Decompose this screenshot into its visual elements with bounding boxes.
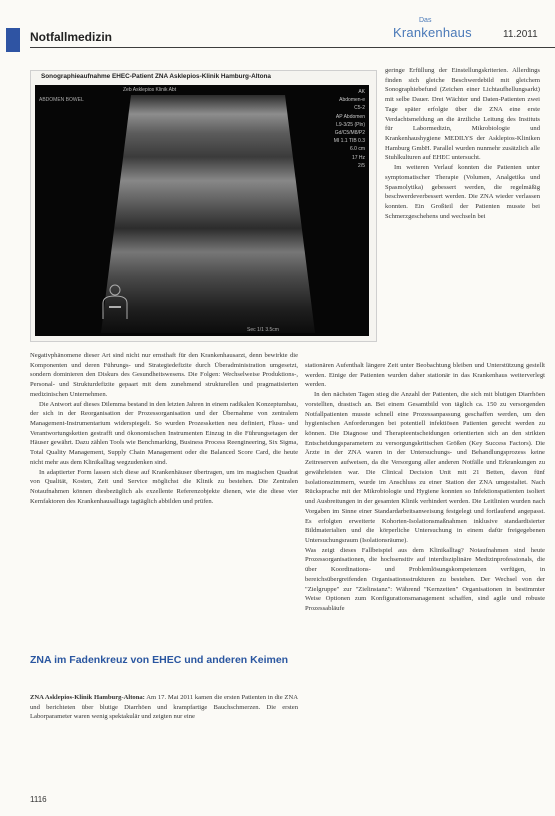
paragraph <box>30 693 298 722</box>
ultrasound-param: 2/5 <box>358 162 365 169</box>
paragraph: In adaptierter Form lassen sich diese auf Krankenhäuser übertragen, um im magischen Quadrat von Qualität, Kosten, Zeit und Service möglichst die Klinik zu bestehen. Die Zentralen Notaufnahmen können diesbezüglich als exzellente Referenzobjekte dienen, wie die diese vier Kernfaktoren des Krankenhausalltags tagtäglich abbilden und prüfen. <box>30 468 298 505</box>
ultrasound-param: AK <box>358 89 365 95</box>
ultrasound-preset-text: ABDOMEN BOWEL <box>39 97 84 103</box>
issue-number: 11.2011 <box>503 29 538 40</box>
ultrasound-scan-area <box>101 95 315 333</box>
ultrasound-param: C5-2 <box>354 105 365 112</box>
ultrasound-header-text: Zeb Asklepios Klinik Abt <box>123 87 177 93</box>
header-rule <box>30 47 555 48</box>
section-heading: ZNA im Fadenkreuz von EHEC und anderen Keimen <box>30 654 289 666</box>
ultrasound-param: MI 1.1 TIB 0.3 <box>333 138 365 145</box>
ultrasound-figure <box>30 70 377 342</box>
ultrasound-image <box>35 85 369 336</box>
ultrasound-param: L9-3/25 (Pln) <box>336 121 365 128</box>
body-marker-icon <box>97 283 133 321</box>
ultrasound-param: 6.0 cm <box>349 146 365 153</box>
section-label: Notfallmedizin <box>30 30 113 44</box>
text-column-left <box>30 351 298 507</box>
paragraph: geringe Erfüllung der Einstellungskriterien. Allerdings finden sich gleiche Beschwerdebild mit gleichem Sonographiebefund (Zeichen einer Lichtaufhellungsarkt) mit selbe Dauer. Drei Wächter und Daten-Patienten zwei Tage später erfolgte über die ZNA eine erste Verdachtsmeldung an die ärztliche Leitung des Instituts für Labormedizin, Mikrobiologie und Krankenhaushygiene MEDILYS der Asklepios-Kliniken Hamburg GmbH. Parallel wurden nunmehr zusätzlich alle Stuhlkulturen auf EHEC untersucht. <box>385 67 540 162</box>
ultrasound-param: Gd/C5/M8/P2 <box>334 130 365 137</box>
lead-in: ZNA Asklepios-Klinik Hamburg-Altona: <box>30 694 145 701</box>
journal-logo <box>393 17 553 47</box>
page-number: 1116 <box>30 795 47 804</box>
paragraph: In den nächsten Tagen stieg die Anzahl der Patienten, die sich mit blutigen Diarrhöen vorstellten, drastisch an. Bei einem Gesamtbild von täglich ca. 150 zu versorgenden Notfallpatienten musste schnell eine Prozessanpassung geschaffen werden, um den hygienischen Anforderungen bei potentiell infektiösen Patienten gerecht werden zu können. Die Diagnose und Therapieentscheidungen orientierten sich an den strikten Entscheidungsparametern zu versorgungskritischen Größen (Key Success Factors). Die Ärzte in der ZNA waren in der Untersuchungs- und Behandlungsprozess keine Zeitreserven aufweisen, da die Versorgung aller anderen Notfälle und Erkrankungen zu gewährleisten war. Die Clinical Decision Unit mit 21 Betten, davon fünf Isolationszimmern, wurde im Anschluss zu einer Station der ZNA umgestaltet. Nach Rücksprache mit der Mikrobiologie und Hygiene konnten so Infektionspatienten isoliert und Ausbreitungen in der gesamten Klinik verhindert werden. Die Leitlinien wurden nach Vorgaben im Sinne einer Standardarbeitsanweisung festgelegt und fortlaufend angepasst. Es erfolgten erweiterte Kohorten-Isolationsmaßnahmen inklusive standardisierter Bildmaterialien und die körperliche Untersuchung in einem dafür freigegebenen Untersuchungsraum (Isolationsräume). <box>305 391 545 544</box>
ultrasound-parameters <box>313 88 365 170</box>
logo-name: Krankenhaus <box>393 25 472 40</box>
ultrasound-param: Abdomen-e <box>339 97 365 104</box>
ultrasound-param: 17 Hz <box>351 154 365 161</box>
ultrasound-param: AP Abdomen <box>335 113 365 120</box>
paragraph: Negativphänomene dieser Art sind nicht nur ernsthaft für den Krankenhausarzt, denn bewirkte die Komponenten und deren Führungs- und Strategiedefizite durch Überadministration umgesetzt, sondern dominieren den Diskurs des Gesundheitswesens. Die Folgen: Wechselweise Produktions-, Personal- und Strukturdefizite gepaart mit dem zunehmend strukturellen und pragmatisierten medizinischen Unternehmen. <box>30 352 298 398</box>
text-column-right-top <box>385 66 540 222</box>
paragraph: stationären Aufenthalt längere Zeit unter Beobachtung bleiben und Unterstützung gestellt werden. Einige der Patienten wurden daher stationär in das Krankenhaus weiterverlegt werden. <box>305 362 545 389</box>
paragraph: Die Antwort auf dieses Dilemma bestand in den letzten Jahren in einem radikalen Konzeptumbau, der sich in der Reorganisation der Prozessorganisation und der Übernahme von zentralem Management-Instrumentarium widerspiegelt. So wurden Prozessketten neu definiert, Fluss- und Verantwortungsketten gestrafft und ökonomischen Instrumenten Einzug in die Führungsetagen der Häuser gewährt. Dazu zählen Tools wie Benchmarking, Business Process Reengineering, Six Sigma, Total Quality Management, Supply Chain Management oder die Balanced Score Card, die heute nicht mehr aus dem Klinikalltag wegzudenken sind. <box>30 400 298 466</box>
logo-top-text: Das <box>419 17 432 24</box>
section-color-mark <box>6 28 20 52</box>
paragraph: Im weiteren Verlauf konnten die Patienten unter symptomatischer Therapie (Volumen, Analgetika und Spasmolytika) gebessert werden, die regelmäßig beschwerdeverbessert werden. Die ZNA wieder verlassen konnten. Ein Großteil der Patienten musste bei Schmerzgeschehens und wechseln bei <box>385 164 540 220</box>
text-column-right <box>305 361 545 614</box>
paragraph-text: Am 17. Mai 2011 kamen die ersten Patienten in die ZNA und berichteten über blutige Diarrhöen und krampfartige Bauchschmerzen. Die ersten Laborparameter waren wenig spektakulär und zeigten nur eine <box>30 694 298 721</box>
paragraph: Was zeigt dieses Fallbeispiel aus dem Klinikalltag? Notaufnahmen sind heute Prozessorganisationen, die hochsensitiv auf interdisziplinäre Medizinprofessionals, die über Koordinations- und Problemlösungskompetenzen verfügen, in bereichsübergreifenden Organisationsstrukturen zu bestehen. Der Wechsel von der "Zielgruppe" zur "Zielinstanz": Während "Kernzeiten" Organisationen in bestimmter Weise Optionen zum Konfigurationsmanagement schaffen, sind agile und robuste Prozessabläufe <box>305 546 545 612</box>
figure-caption: Sonographieaufnahme EHEC-Patient ZNA Asklepios-Klinik Hamburg-Altona <box>41 73 271 80</box>
text-column-left-bottom <box>30 693 298 722</box>
ultrasound-footer-text: Sec 1/1 3.5cm <box>247 327 279 333</box>
